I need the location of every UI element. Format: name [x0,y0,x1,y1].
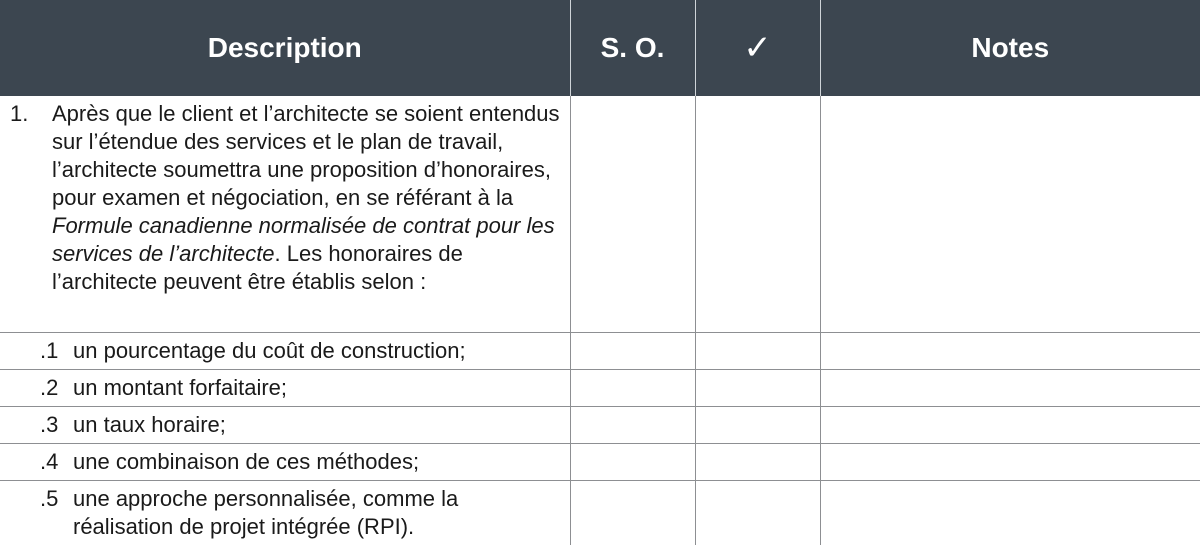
so-cell[interactable] [570,443,695,480]
checkmark-icon: ✓ [743,28,772,67]
item-number: 1. [10,101,29,126]
item-text: Après que le client et l’architecte se soient entendus sur l’étendue des services et le plan de travail, l’architecte soumettra une proposition d’honoraires, pour examen et négociation, en se référant à la Formule canadienne normalisée de contrat pour les services de l’architecte. Les honoraires de l’architecte peuvent être établis selon : [52,101,560,294]
so-cell[interactable] [570,369,695,406]
table-row [0,443,1200,480]
subitem-text: un taux horaire; [73,411,226,437]
subitem-text: une combinaison de ces méthodes; [73,448,420,474]
notes-cell[interactable] [820,369,1200,406]
table-row [0,369,1200,406]
description-cell [0,96,570,332]
notes-cell[interactable] [820,443,1200,480]
notes-cell[interactable] [820,406,1200,443]
header-description: Description [0,0,570,96]
subitem-text: un pourcentage du coût de construction; [73,337,466,363]
table-row [0,332,1200,369]
description-cell [0,443,570,480]
table-row [0,480,1200,545]
so-cell[interactable] [570,332,695,369]
header-check [695,0,820,96]
check-cell[interactable] [695,443,820,480]
check-cell[interactable] [695,369,820,406]
check-cell[interactable] [695,406,820,443]
table-row [0,96,1200,332]
description-cell [0,369,570,406]
check-cell[interactable] [695,332,820,369]
so-cell[interactable] [570,480,695,545]
subitem-number: .4 [40,448,59,474]
check-cell[interactable] [695,480,820,545]
subitem-text: un montant forfaitaire; [73,374,288,400]
header-notes: Notes [820,0,1200,96]
subitem-number: .5 [40,485,59,511]
header-so: S. O. [570,0,695,96]
subitem-number: .3 [40,411,59,437]
subitem-number: .1 [40,337,59,363]
description-cell [0,332,570,369]
so-cell[interactable] [570,406,695,443]
notes-cell[interactable] [820,332,1200,369]
table-row [0,406,1200,443]
description-cell [0,480,570,545]
table-header [0,0,1200,96]
check-cell[interactable] [695,96,820,332]
notes-cell[interactable] [820,480,1200,545]
subitem-number: .2 [40,374,59,400]
so-cell[interactable] [570,96,695,332]
notes-cell[interactable] [820,96,1200,332]
description-cell [0,406,570,443]
subitem-text: une approche personnalisée, comme la réalisation de projet intégrée (RPI). [73,485,459,539]
